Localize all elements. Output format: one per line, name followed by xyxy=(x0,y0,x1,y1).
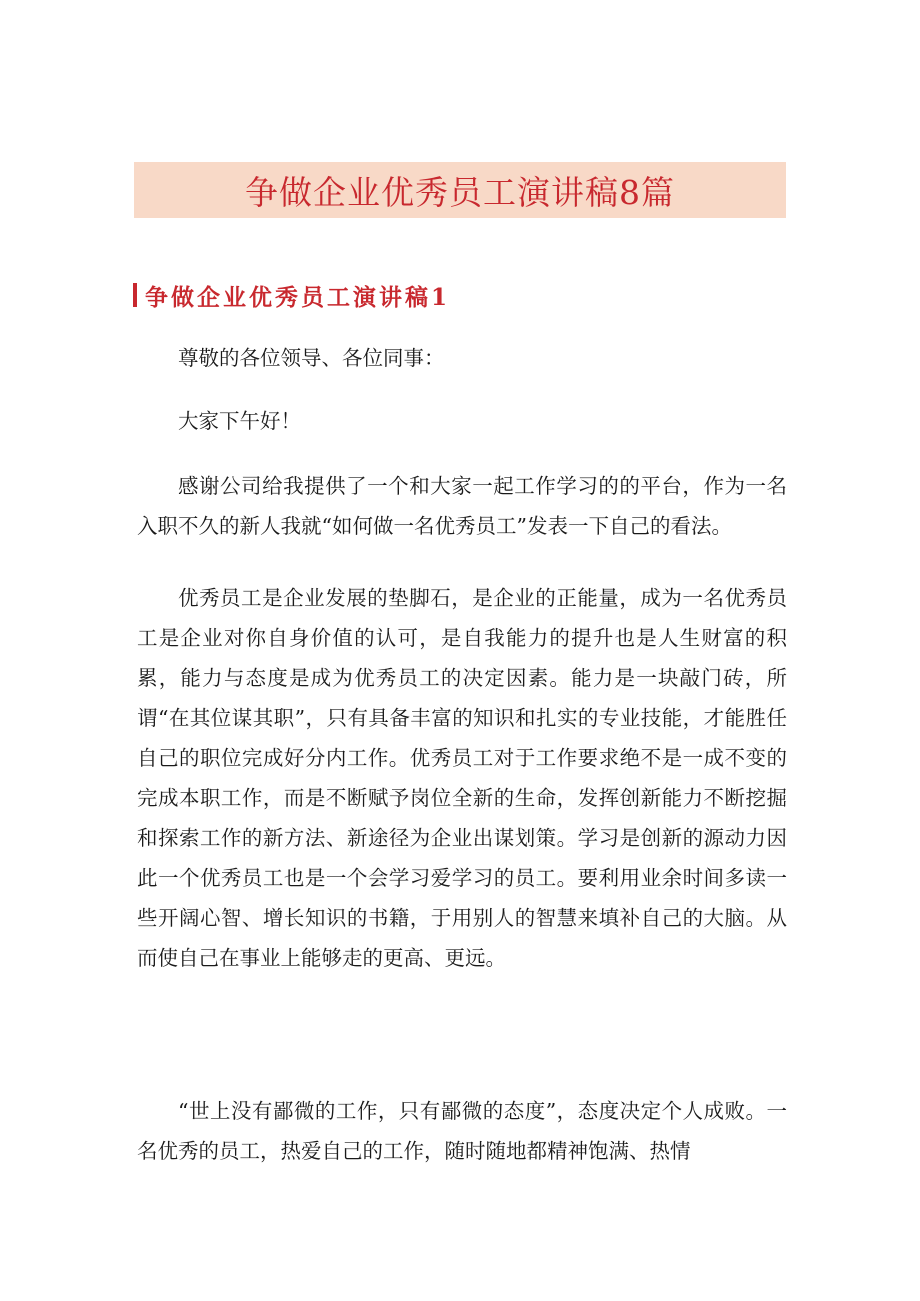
paragraph-salutation: 尊敬的各位领导、各位同事： xyxy=(178,346,445,370)
paragraph-greeting: 大家下午好！ xyxy=(178,409,301,433)
document-title: 争做企业优秀员工演讲稿8篇 xyxy=(245,172,675,212)
paragraph-attitude: “世上没有鄙微的工作，只有鄙微的态度”，态度决定个人成败。一名优秀的员工，热爱自己的工作，随时随地都精神饱满、热情 xyxy=(137,1099,787,1163)
section-heading-text: 争做企业优秀员工演讲稿1 xyxy=(145,283,451,311)
heading-marker-bar xyxy=(133,283,137,307)
paragraph-body: 优秀员工是企业发展的垫脚石，是企业的正能量，成为一名优秀员工是企业对你自身价值的认可，是自我能力的提升也是人生财富的积累，能力与态度是成为优秀员工的决定因素。能力是一块敲门砖，所谓“在其位谋其职”，只有具备丰富的知识和扎实的专业技能，才能胜任自己的职位完成好分内工作。优秀员工对于工作要求绝不是一成不变的完成本职工作，而是不断赋予岗位全新的生命，发挥创新能力不断挖掘和探索工作的新方法、新途径为企业出谋划策。学习是创新的源动力因此一个优秀员工也是一个会学习爱学习的员工。要利用业余时间多读一些开阔心智、增长知识的书籍，于用别人的智慧来填补自己的大脑。从而使自己在事业上能够走的更高、更远。 xyxy=(137,586,787,970)
paragraph-intro: 感谢公司给我提供了一个和大家一起工作学习的的平台，作为一名入职不久的新人我就“如何做一名优秀员工”发表一下自己的看法。 xyxy=(137,474,787,538)
section-heading xyxy=(133,278,450,312)
title-banner xyxy=(134,162,786,218)
